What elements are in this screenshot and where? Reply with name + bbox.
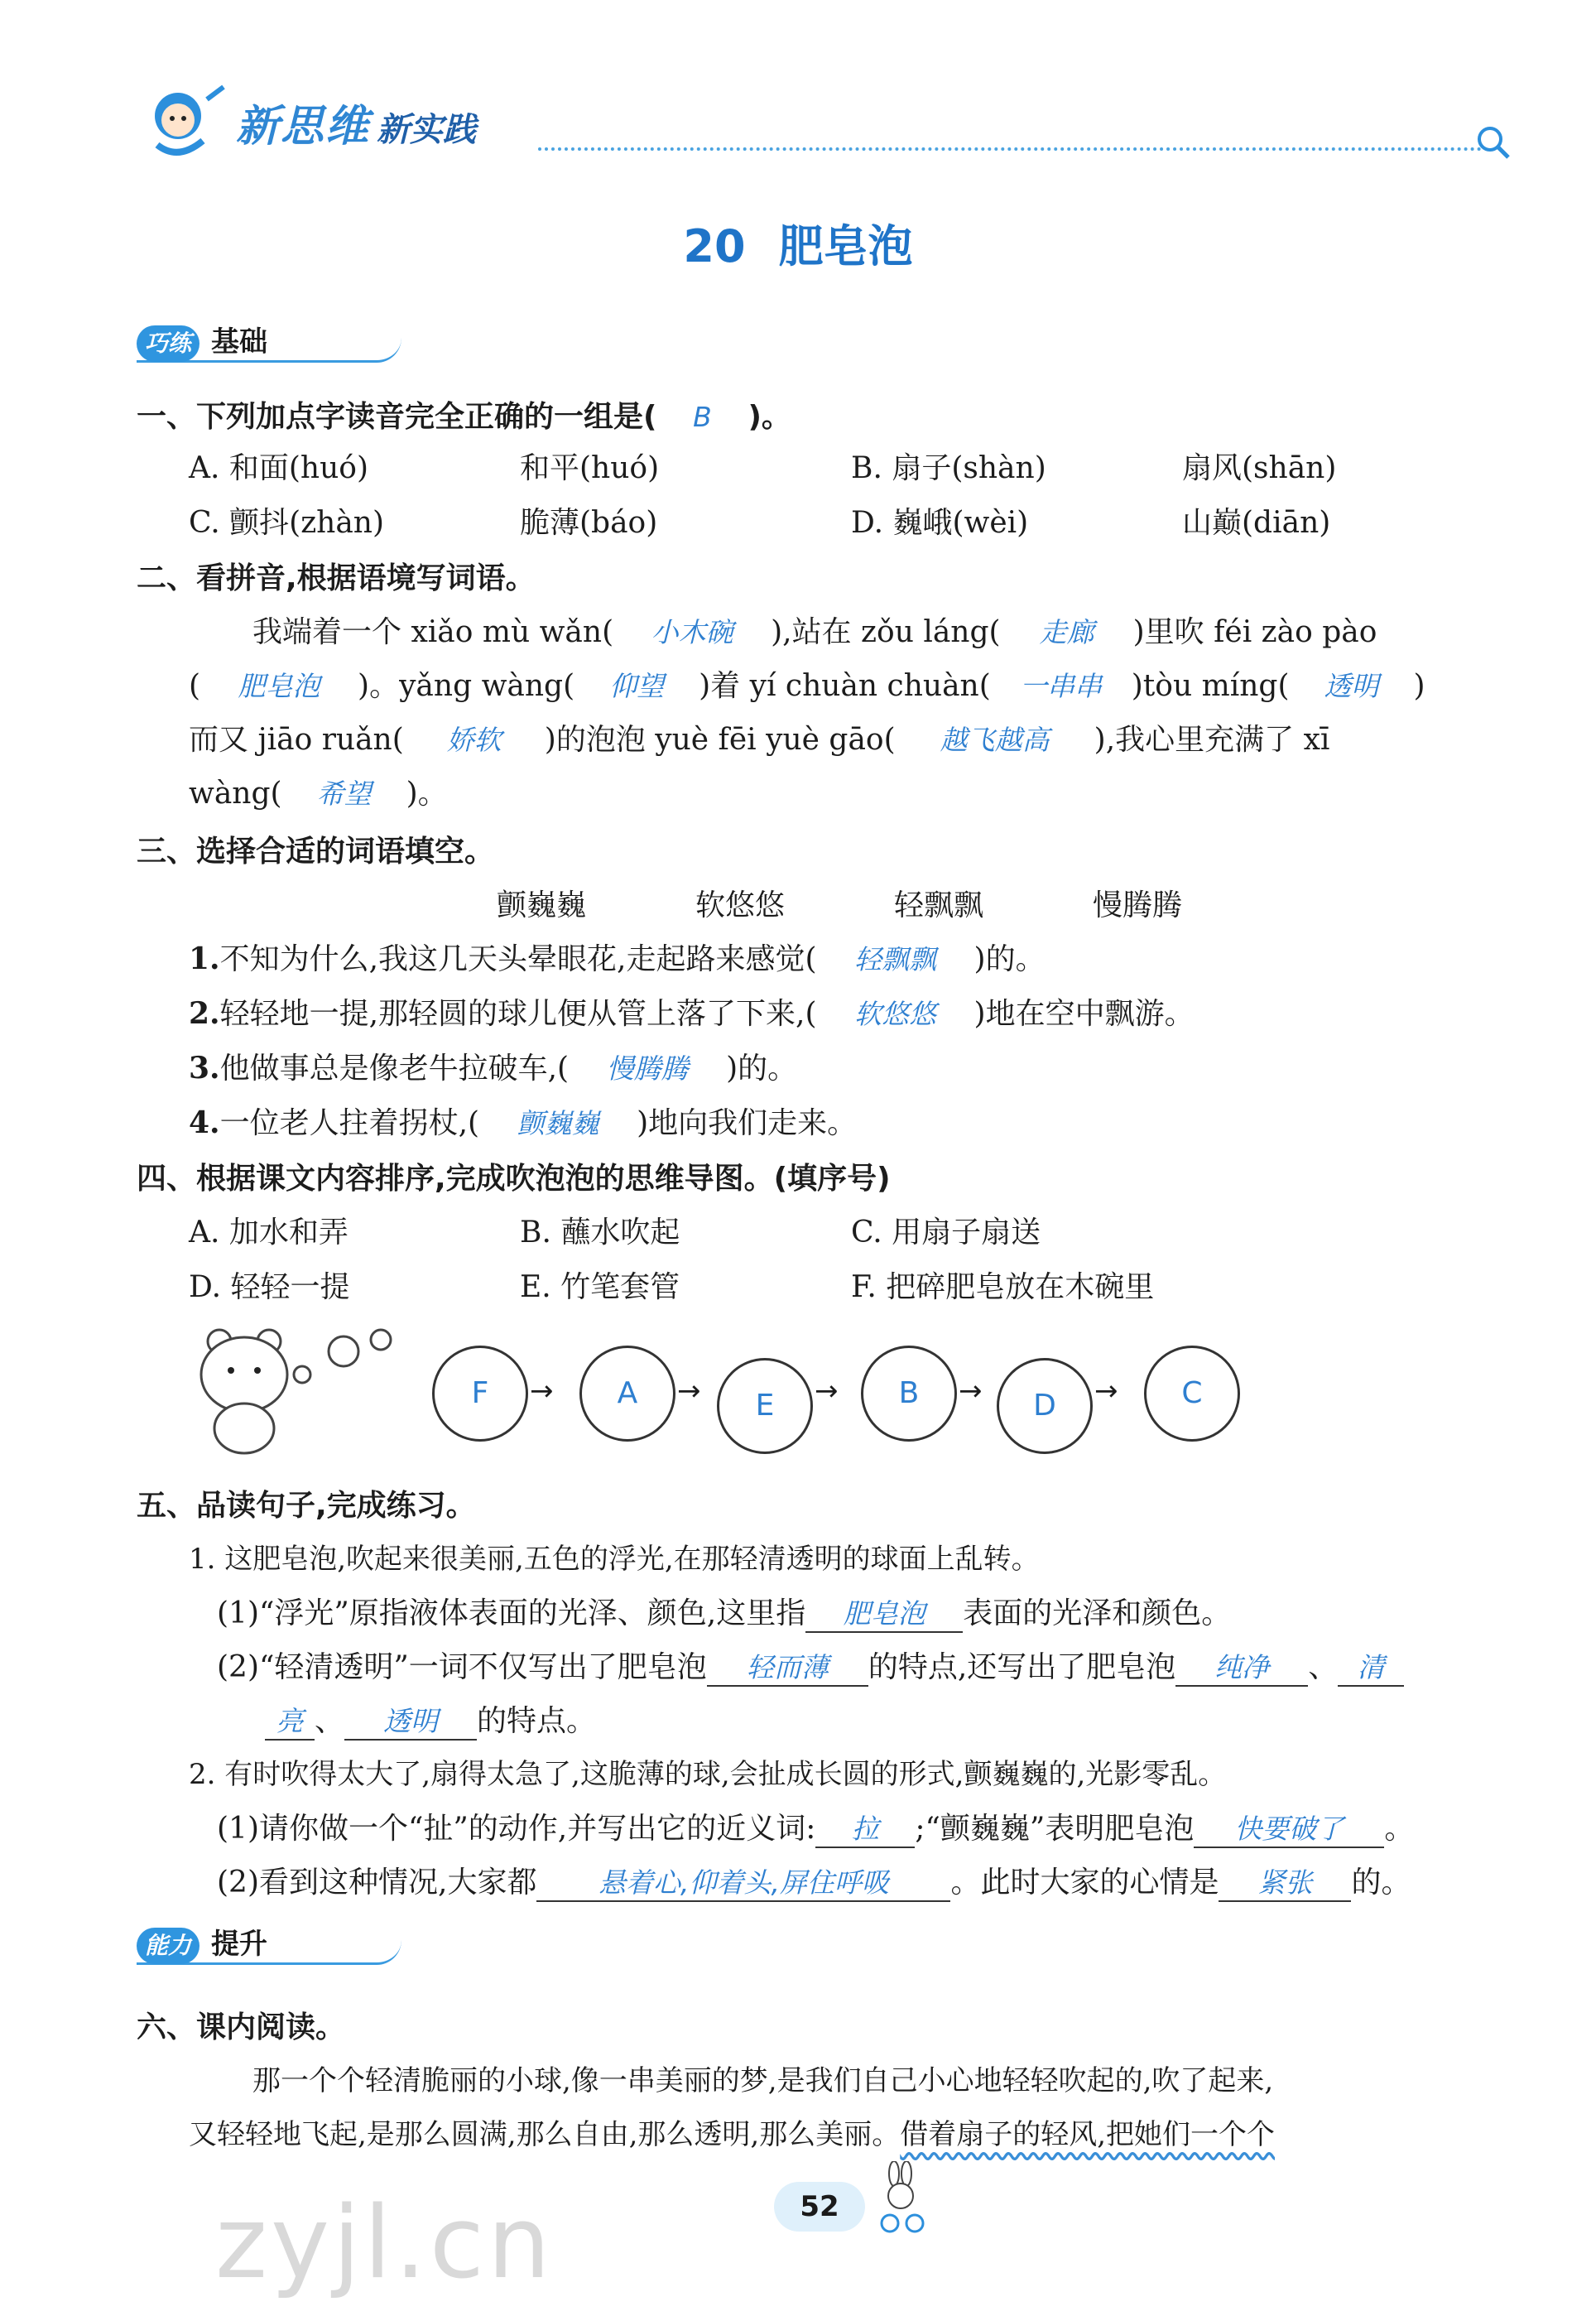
arrow-icon: → (1094, 1375, 1118, 1408)
q1-option-c1: C. 颤抖(zhàn) (189, 506, 385, 540)
q5-answer: 紧张 (1219, 1861, 1351, 1902)
mindmap-node-4: B (861, 1346, 957, 1442)
q6-paragraph-line-1: 那一个个轻清脆丽的小球,像一串美丽的梦,是我们自己小心地轻轻吹起的,吹了起来, (252, 2064, 1274, 2097)
q5-1-1 (217, 1590, 1231, 1633)
badge-text: 巧练 (137, 325, 200, 362)
item-text: 轻轻地一提,那轻圆的球儿便从管上落了下来,( (219, 997, 817, 1031)
q5-text: (2)“轻清透明”一词不仅写出了肥皂泡 (217, 1650, 707, 1684)
q5-answer: 清 (1338, 1646, 1404, 1687)
mindmap-node-6: C (1144, 1346, 1240, 1442)
question-6-stem: 六、课内阅读。 (137, 2010, 346, 2044)
mascot-logo-icon (132, 83, 232, 174)
q3-word-2: 软悠悠 (695, 888, 786, 922)
q2-answer: 肥皂泡 (238, 670, 320, 702)
watermark: zyjl.cn (215, 2186, 554, 2301)
rabbit-mascot-icon (869, 2161, 935, 2236)
q2-answer: 越飞越高 (940, 724, 1050, 756)
page-title (0, 211, 1596, 275)
brand-subtitle: 新实践 (377, 111, 476, 149)
q3-word-3: 轻飘飘 (894, 888, 984, 922)
question-5-stem: 五、品读句子,完成练习。 (137, 1489, 476, 1523)
q2-line-1 (252, 609, 1377, 651)
q2-line-2 (189, 662, 1425, 705)
q3-item-3 (189, 1045, 797, 1087)
question-3-stem: 三、选择合适的词语填空。 (137, 835, 495, 869)
q5-text: ;“颤巍巍”表明肥皂泡 (915, 1812, 1195, 1846)
q2-line-3 (189, 716, 1329, 758)
q5-answer: 纯净 (1175, 1646, 1308, 1687)
q5-text: 表面的光泽和颜色。 (963, 1596, 1232, 1630)
q4-option-f: F. 把碎肥皂放在木碗里 (851, 1270, 1155, 1304)
q2-text: ) (1413, 669, 1425, 703)
q2-line-4 (189, 770, 448, 812)
question-4-stem: 四、根据课文内容排序,完成吹泡泡的思维导图。(填序号) (137, 1162, 891, 1196)
q5-text: 的特点。 (477, 1704, 597, 1738)
q1-stem-end: )。 (748, 400, 791, 434)
lesson-number: 20 (683, 220, 746, 272)
q3-item-2 (189, 990, 1195, 1033)
item-text: 一位老人拄着拐杖,( (219, 1106, 480, 1140)
mindmap-node-2: A (579, 1346, 675, 1442)
bear-mascot-icon (178, 1317, 401, 1457)
q1-option-d2: 山巅(diān) (1182, 506, 1331, 540)
q5-sentence-2: 2. 有时吹得太大了,扇得太急了,这脆薄的球,会扯成长圆的形式,颤巍巍的,光影零乱。 (189, 1758, 1227, 1791)
header-divider (538, 147, 1482, 151)
q5-1-2 (217, 1644, 1404, 1687)
arrow-icon: → (530, 1375, 554, 1408)
q4-option-e: E. 竹笔套管 (520, 1270, 680, 1304)
item-text: )地向我们走来。 (637, 1106, 858, 1140)
item-number: 1. (189, 941, 220, 976)
q1-option-d1: D. 巍峨(wèi) (851, 506, 1029, 540)
q6-text: 又轻轻地飞起,是那么圆满,那么自由,那么透明,那么美丽。 (189, 2118, 901, 2151)
badge-label: 提升 (211, 1928, 268, 1961)
q5-text: 、 (315, 1704, 345, 1738)
q5-sentence-1: 1. 这肥皂泡,吹起来很美丽,五色的浮光,在那轻清透明的球面上乱转。 (189, 1543, 1040, 1576)
q2-text: ),站在 zǒu láng( (771, 615, 1001, 649)
mindmap-node-1: F (432, 1346, 528, 1442)
q2-answer: 娇软 (446, 724, 502, 756)
q1-option-a2: 和平(huó) (520, 451, 660, 485)
q1-option-a1: A. 和面(huó) (189, 451, 369, 485)
q5-answer: 拉 (815, 1808, 915, 1848)
q3-item-4 (189, 1100, 857, 1142)
item-answer: 慢腾腾 (606, 1052, 689, 1085)
q2-answer: 走廊 (1039, 616, 1094, 648)
badge-text: 能力 (137, 1928, 200, 1964)
q2-answer: 希望 (316, 778, 372, 810)
q3-word-1: 颤巍巍 (497, 888, 587, 922)
q5-answer: 肥皂泡 (805, 1592, 963, 1633)
q5-text: 。此时大家的心情是 (950, 1866, 1219, 1900)
q2-text: )tòu míng( (1131, 669, 1290, 703)
q4-option-c: C. 用扇子扇送 (851, 1216, 1041, 1249)
q2-text: )着 yí chuàn chuàn( (699, 669, 991, 703)
magnifier-icon (1475, 124, 1512, 161)
q1-stem-text: 一、下列加点字读音完全正确的一组是( (137, 400, 657, 434)
item-answer: 颤巍巍 (517, 1107, 599, 1139)
q2-text: )的泡泡 yuè fēi yuè gāo( (544, 723, 896, 757)
q5-2-1 (217, 1805, 1414, 1848)
item-text: )的。 (973, 942, 1046, 976)
lesson-title: 肥皂泡 (778, 220, 913, 272)
q5-text: 的。 (1351, 1866, 1411, 1900)
q2-text: wàng( (189, 777, 282, 811)
q1-option-c2: 脆薄(báo) (520, 506, 658, 540)
q5-text: 、 (1308, 1650, 1339, 1684)
arrow-icon: → (815, 1375, 839, 1408)
q5-2-2 (217, 1859, 1411, 1902)
q5-text: (2)看到这种情况,大家都 (217, 1866, 537, 1900)
q3-item-1 (189, 936, 1046, 978)
mindmap-node-3: E (717, 1358, 813, 1454)
q5-answer: 悬着心,仰着头,屏住呼吸 (536, 1861, 950, 1902)
q2-text: )。 (406, 777, 448, 811)
item-answer: 轻飘飘 (854, 943, 937, 975)
page-number: 52 (774, 2182, 865, 2232)
item-text: 不知为什么,我这几天头晕眼花,走起路来感觉( (219, 942, 817, 976)
badge-label: 基础 (211, 325, 268, 359)
q1-answer: B (693, 401, 712, 433)
q5-answer: 亮 (265, 1700, 315, 1741)
q5-text: (1)请你做一个“扯”的动作,并写出它的近义词: (217, 1812, 816, 1846)
section-badge-ability (137, 1921, 401, 1965)
q2-text: ( (189, 669, 201, 703)
q5-answer: 透明 (344, 1700, 477, 1741)
q4-option-a: A. 加水和弄 (189, 1216, 349, 1249)
question-1-stem (137, 393, 791, 436)
q4-option-b: B. 蘸水吹起 (520, 1216, 680, 1249)
q5-text: 的特点,还写出了肥皂泡 (868, 1650, 1176, 1684)
item-number: 4. (189, 1105, 220, 1140)
item-number: 3. (189, 1051, 220, 1086)
q5-text: (1)“浮光”原指液体表面的光泽、颜色,这里指 (217, 1596, 806, 1630)
q2-answer: 透明 (1324, 670, 1379, 702)
arrow-icon: → (959, 1375, 983, 1408)
q3-word-4: 慢腾腾 (1093, 888, 1183, 922)
section-badge-basic (137, 319, 401, 363)
item-text: 他做事总是像老牛拉破车,( (219, 1052, 570, 1086)
q6-paragraph-line-2 (189, 2111, 1275, 2152)
q5-text: 。 (1384, 1812, 1415, 1846)
q2-answer: 小木碗 (651, 616, 733, 648)
q2-text: )。yǎng wàng( (358, 669, 575, 703)
item-text: )地在空中飘游。 (973, 997, 1195, 1031)
q2-text: ),我心里充满了 xī (1094, 723, 1330, 757)
brand-title: 新思维 (236, 102, 371, 152)
arrow-icon: → (677, 1375, 701, 1408)
q2-text: 我端着一个 xiǎo mù wǎn( (252, 615, 614, 649)
item-answer: 软悠悠 (854, 998, 937, 1030)
mindmap-node-5: D (997, 1358, 1093, 1454)
q2-answer: 仰望 (609, 670, 665, 702)
item-number: 2. (189, 996, 220, 1031)
q2-text: )里吹 féi zào pào (1132, 615, 1377, 649)
q5-1-2-cont (265, 1697, 596, 1741)
question-2-stem: 二、看拼音,根据语境写词语。 (137, 561, 536, 595)
q1-option-b2: 扇风(shān) (1182, 451, 1337, 485)
q6-underlined-text: 借着扇子的轻风,把她们一个个 (900, 2118, 1276, 2151)
q1-option-b1: B. 扇子(shàn) (851, 451, 1046, 485)
q4-option-d: D. 轻轻一提 (189, 1270, 350, 1304)
item-text: )的。 (726, 1052, 798, 1086)
q5-answer: 快要破了 (1194, 1808, 1384, 1848)
q2-answer: 一串串 (1020, 670, 1103, 702)
q5-answer: 轻而薄 (707, 1646, 868, 1687)
q2-text: 而又 jiāo ruǎn( (189, 723, 404, 757)
